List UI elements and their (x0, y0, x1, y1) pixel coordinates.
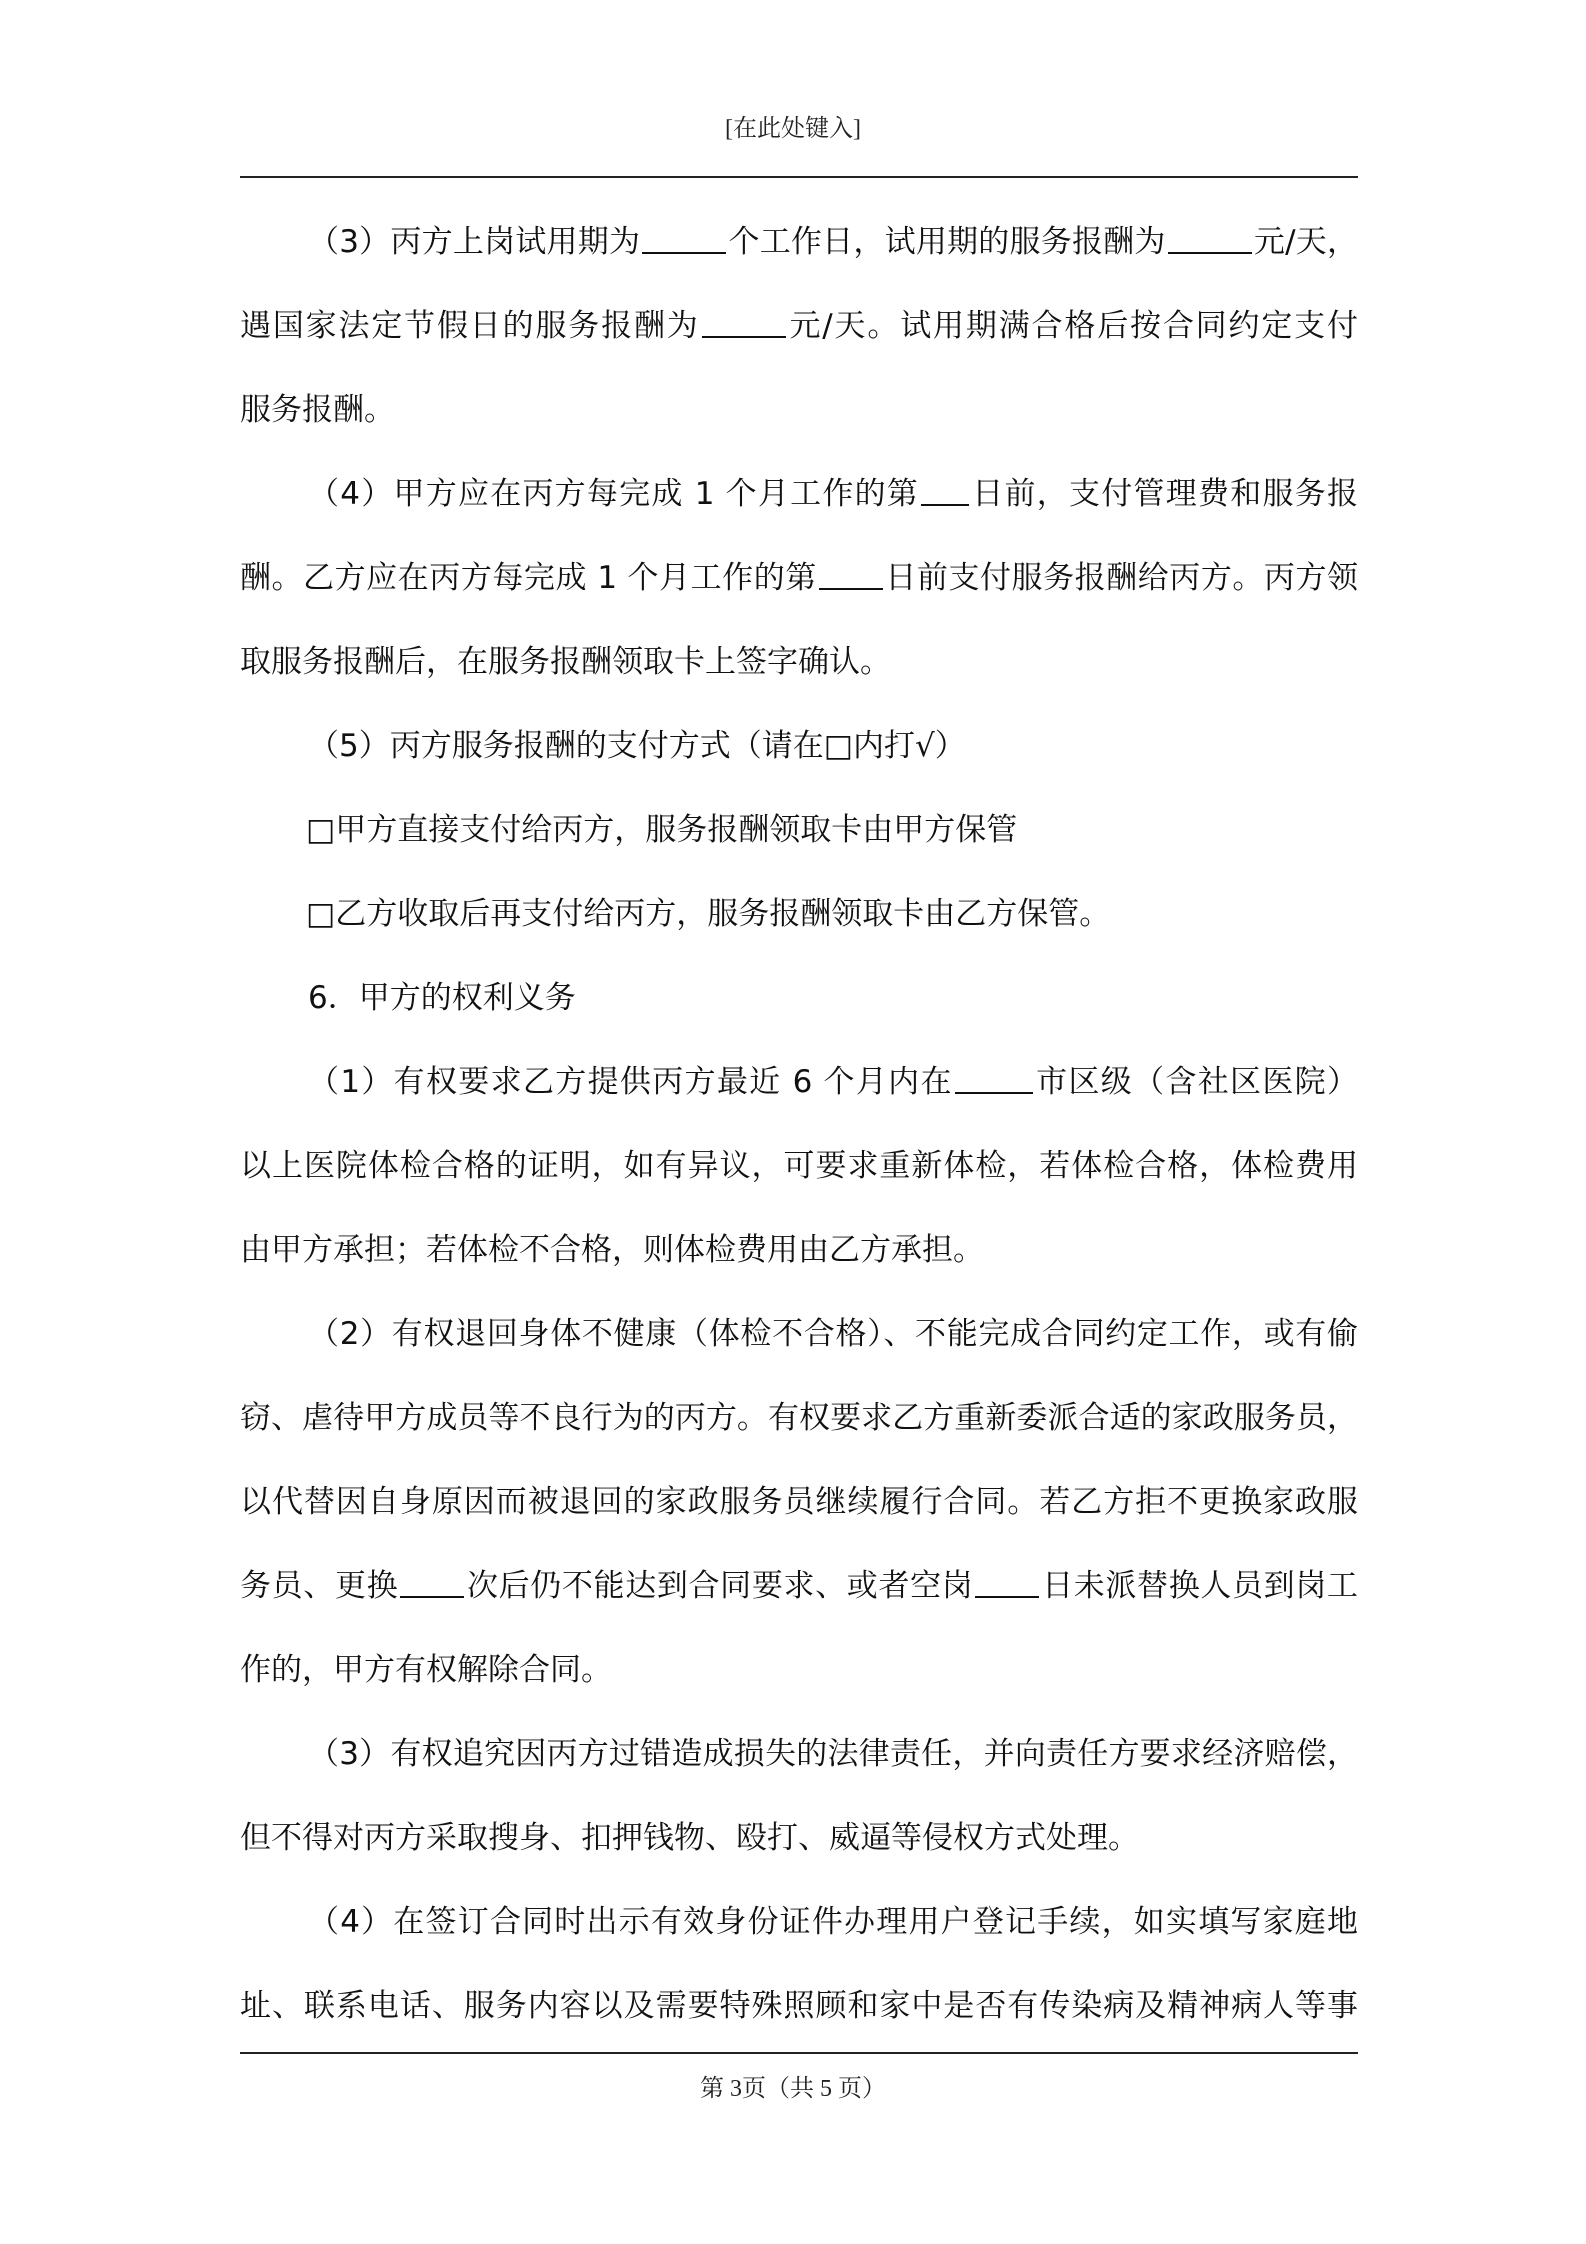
text-run: 元/天。试用期满合格后按合同约定支付 (787, 308, 1358, 344)
clause-line: 服务报酬。 (240, 392, 395, 428)
clause-line: 作的，甲方有权解除合同。 (240, 1652, 612, 1688)
clause-line: 取服务报酬后，在服务报酬领取卡上签字确认。 (240, 644, 891, 680)
clause-line (240, 536, 1358, 620)
clause-line: 以上医院体检合格的证明，如有异议，可要求重新体检，若体检合格，体检费用 (240, 1148, 1358, 1184)
text-run: 元/天， (1253, 224, 1358, 260)
text-run: 市区级（含社区医院） (1034, 1064, 1358, 1100)
section-heading: 6．甲方的权利义务 (308, 980, 576, 1016)
fill-blank (400, 1565, 464, 1598)
fill-blank (1168, 221, 1252, 254)
text-run: 日未派替换人员到岗工 (1041, 1568, 1358, 1604)
text-run: （3）丙方上岗试用期为 (308, 224, 641, 260)
clause-line: 但不得对丙方采取搜身、扣押钱物、殴打、威逼等侵权方式处理。 (240, 1820, 1139, 1856)
clause-line: （2）有权退回身体不健康（体检不合格）、不能完成合同约定工作，或有偷 (308, 1316, 1358, 1352)
fill-blank (975, 1565, 1039, 1598)
fill-blank (642, 221, 726, 254)
text-run: （1）有权要求乙方提供丙方最近 6 个月内在 (308, 1064, 953, 1100)
header-rule (240, 176, 1358, 178)
fill-blank (819, 557, 883, 590)
clause-line (240, 1544, 1358, 1628)
fill-blank (702, 305, 786, 338)
fill-blank (955, 1061, 1033, 1094)
text-run: 日前支付服务报酬给丙方。丙方领 (884, 560, 1358, 596)
clause-line: 址、联系电话、服务内容以及需要特殊照顾和家中是否有传染病及精神病人等事 (240, 1988, 1358, 2024)
clause-line (240, 284, 1358, 368)
text-run: 个工作日，试用期的服务报酬为 (728, 224, 1166, 260)
clause-line: （5）丙方服务报酬的支付方式（请在□内打√） (308, 728, 966, 764)
text-run: （4）甲方应在丙方每完成 1 个月工作的第 (308, 476, 920, 512)
text-run: 酬。乙方应在丙方每完成 1 个月工作的第 (240, 560, 817, 596)
clause-line (240, 200, 1358, 284)
clause-line: 以代替因自身原因而被退回的家政服务员继续履行合同。若乙方拒不更换家政服 (240, 1484, 1358, 1520)
checkbox-option-1: □甲方直接支付给丙方，服务报酬领取卡由甲方保管 (306, 812, 1018, 848)
text-run: 务员、更换 (240, 1568, 399, 1604)
footer-rule (240, 2052, 1358, 2054)
clause-line (240, 452, 1358, 536)
clause-line: 窃、虐待甲方成员等不良行为的丙方。有权要求乙方重新委派合适的家政服务员， (240, 1400, 1358, 1436)
clause-line: （3）有权追究因丙方过错造成损失的法律责任，并向责任方要求经济赔偿， (308, 1736, 1358, 1772)
clause-line (240, 1040, 1358, 1124)
text-run: 日前，支付管理费和服务报 (971, 476, 1358, 512)
page-footer: 第 3页（共 5 页） (700, 2076, 886, 2102)
fill-blank (921, 473, 969, 506)
text-run: 遇国家法定节假日的服务报酬为 (240, 308, 700, 344)
checkbox-option-2: □乙方收取后再支付给丙方，服务报酬领取卡由乙方保管。 (306, 896, 1111, 932)
page-header: [在此处键入] (725, 116, 861, 142)
document-body (240, 200, 1358, 2048)
text-run: 次后仍不能达到合同要求、或者空岗 (466, 1568, 974, 1604)
clause-line: 由甲方承担；若体检不合格，则体检费用由乙方承担。 (240, 1232, 984, 1268)
clause-line: （4）在签订合同时出示有效身份证件办理用户登记手续，如实填写家庭地 (308, 1904, 1358, 1940)
